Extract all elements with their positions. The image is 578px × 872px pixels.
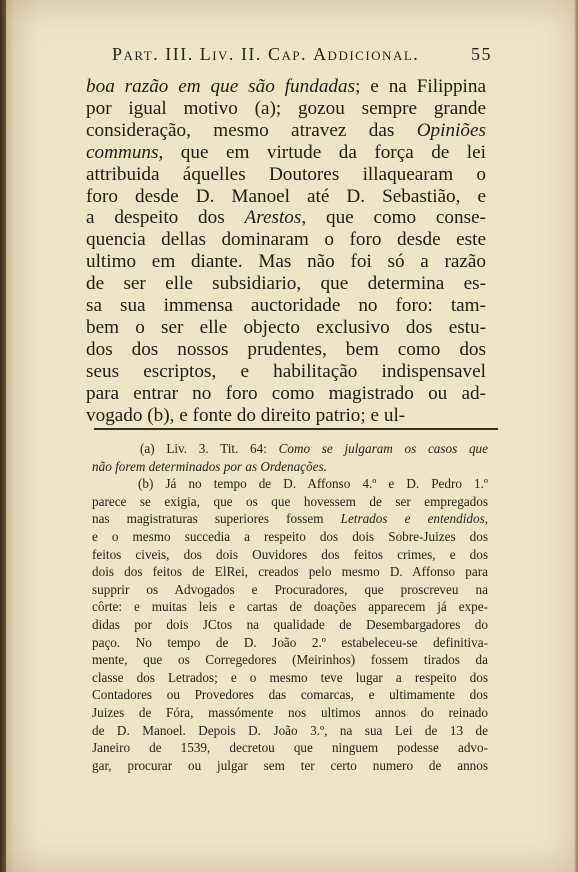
footnote-line	[92, 651, 488, 669]
line-text: (a) Liv. 3. Tit. 64:	[140, 441, 279, 456]
footnote-line	[92, 493, 488, 511]
footnote-line	[92, 722, 488, 740]
line-text: dos dos nossos prudentes, bem como dos	[86, 338, 486, 360]
line-text: ultimo em diante. Mas não foi só a razão	[86, 251, 486, 273]
footnote-line	[92, 475, 488, 493]
line-text: feitos civeis, dos dois Ouvidores dos feitos crimes, e dos	[92, 546, 488, 562]
text-line	[86, 295, 486, 317]
text-line	[86, 142, 486, 164]
line-text: Contadores ou Provedores das comarcas, e ultimamente dos	[92, 687, 488, 703]
header-liv: Liv.	[199, 44, 235, 64]
footnote-line	[92, 510, 488, 528]
running-header	[112, 44, 492, 72]
italic-text: Como se julgaram os casos que	[278, 441, 488, 456]
line-text: (b) Já no tempo de D. Affonso 4.º e D. Pedro 1.º	[138, 476, 488, 492]
italic-text: Letrados e entendidos	[340, 511, 485, 527]
text-line	[86, 120, 486, 142]
line-text: supprir os Advogados e Procuradores, que proscreveu na	[92, 581, 488, 597]
text-line	[86, 76, 486, 98]
line-text: nas magistraturas superiores fossem	[92, 511, 341, 527]
line-text: a despeito dos	[86, 207, 245, 229]
text-line	[86, 164, 486, 186]
footnote-line	[92, 739, 488, 757]
line-text: côrte: e muitas leis e cartas de doações apparecem já expe-	[92, 599, 488, 615]
line-text: parece se exigia, que os que hovessem de ser empregados	[92, 493, 488, 509]
footnote-line	[92, 686, 488, 704]
text-line	[86, 383, 486, 405]
header-part-number: III.	[165, 44, 194, 64]
footnote-line	[92, 598, 488, 616]
text-line	[86, 229, 486, 251]
line-text: e o mesmo succedia a respeito dos dois Sobre-Juizes dos	[92, 528, 488, 544]
italic-text: boa razão em que são fundadas	[86, 76, 356, 97]
italic-text: não forem determinados por as Ordenações.	[92, 458, 327, 474]
line-text: seus escriptos, e habilitação indispensavel	[86, 360, 486, 382]
page-number: 55	[471, 44, 492, 64]
footnote-line	[92, 634, 488, 652]
line-text: gar, procurar ou julgar sem ter certo numero de annos	[92, 757, 488, 773]
italic-text: communs	[86, 141, 159, 163]
line-text: classe dos Letrados; e o mesmo teve lugar a respeito dos	[92, 669, 488, 685]
text-line	[86, 207, 486, 229]
footnote-line	[92, 704, 488, 722]
line-text: dois dos feitos de ElRei, creados pelo mesmo D. Affonso para	[92, 564, 488, 580]
footnote-line	[92, 581, 488, 599]
main-text	[86, 76, 486, 427]
line-text: bem o ser elle objecto exclusivo dos estu-	[86, 316, 486, 338]
text-line	[86, 251, 486, 273]
line-text: foro desde D. Manoel até D. Sebastião, e	[86, 185, 486, 207]
footnote-line	[92, 616, 488, 634]
line-text: para entrar no foro como magistrado ou ad-	[86, 382, 486, 404]
header-liv-number: II.	[240, 44, 262, 64]
line-text: mente, que os Corregedores (Meirinhos) fossem tirados da	[92, 652, 488, 668]
footnote-line	[92, 528, 488, 546]
italic-text: Opiniões	[416, 119, 486, 141]
footnote-line	[92, 757, 488, 775]
text-line	[86, 317, 486, 339]
italic-text: Arestos	[244, 207, 302, 229]
text-line	[86, 273, 486, 295]
footnote-line	[92, 458, 488, 476]
header-cap-name: Addicional.	[313, 44, 420, 64]
line-text: por igual motivo (a); gozou sempre grande	[86, 97, 486, 119]
text-line	[86, 98, 486, 120]
text-line	[86, 339, 486, 361]
header-cap: Cap.	[267, 44, 308, 64]
line-text: consideração, mesmo atravez das	[86, 119, 417, 141]
line-text: de ser elle subsidiario, que determina es-	[86, 273, 486, 295]
text-line	[86, 361, 486, 383]
footnotes	[92, 440, 488, 774]
line-text: ,	[484, 511, 488, 527]
footnote-line	[92, 440, 488, 458]
line-text: quencia dellas dominaram o foro desde este	[86, 229, 486, 251]
line-text: didas por dois JCtos na qualidade de Desembargadores do	[92, 616, 488, 632]
line-text: Juizes de Fóra, massómente nos ultimos annos do reinado	[92, 704, 488, 720]
line-text: de D. Manoel. Depois D. João 3.º, na sua Lei de 13 de	[92, 722, 488, 738]
line-text: vogado (b), e fonte do direito patrio; e ul-	[86, 404, 406, 426]
text-line	[86, 405, 486, 427]
text-line	[86, 186, 486, 208]
line-text: sa sua immensa auctoridade no foro: tam-	[86, 295, 486, 317]
line-text: ; e na Filippina	[355, 76, 486, 97]
line-text: paço. No tempo de D. João 2.º estabeleceu-se definitiva-	[92, 634, 488, 650]
line-text: , que em virtude da força de lei	[158, 141, 486, 163]
footnote-line	[92, 669, 488, 687]
line-text: attribuida áquelles Doutores illaquearam o	[86, 163, 486, 185]
line-text: Janeiro de 1539, decretou que ninguem podesse advo-	[92, 740, 488, 756]
line-text: , que como conse-	[301, 207, 486, 229]
footnote-line	[92, 546, 488, 564]
header-part: Part.	[112, 44, 160, 64]
footnote-line	[92, 563, 488, 581]
footnote-rule	[94, 428, 498, 430]
